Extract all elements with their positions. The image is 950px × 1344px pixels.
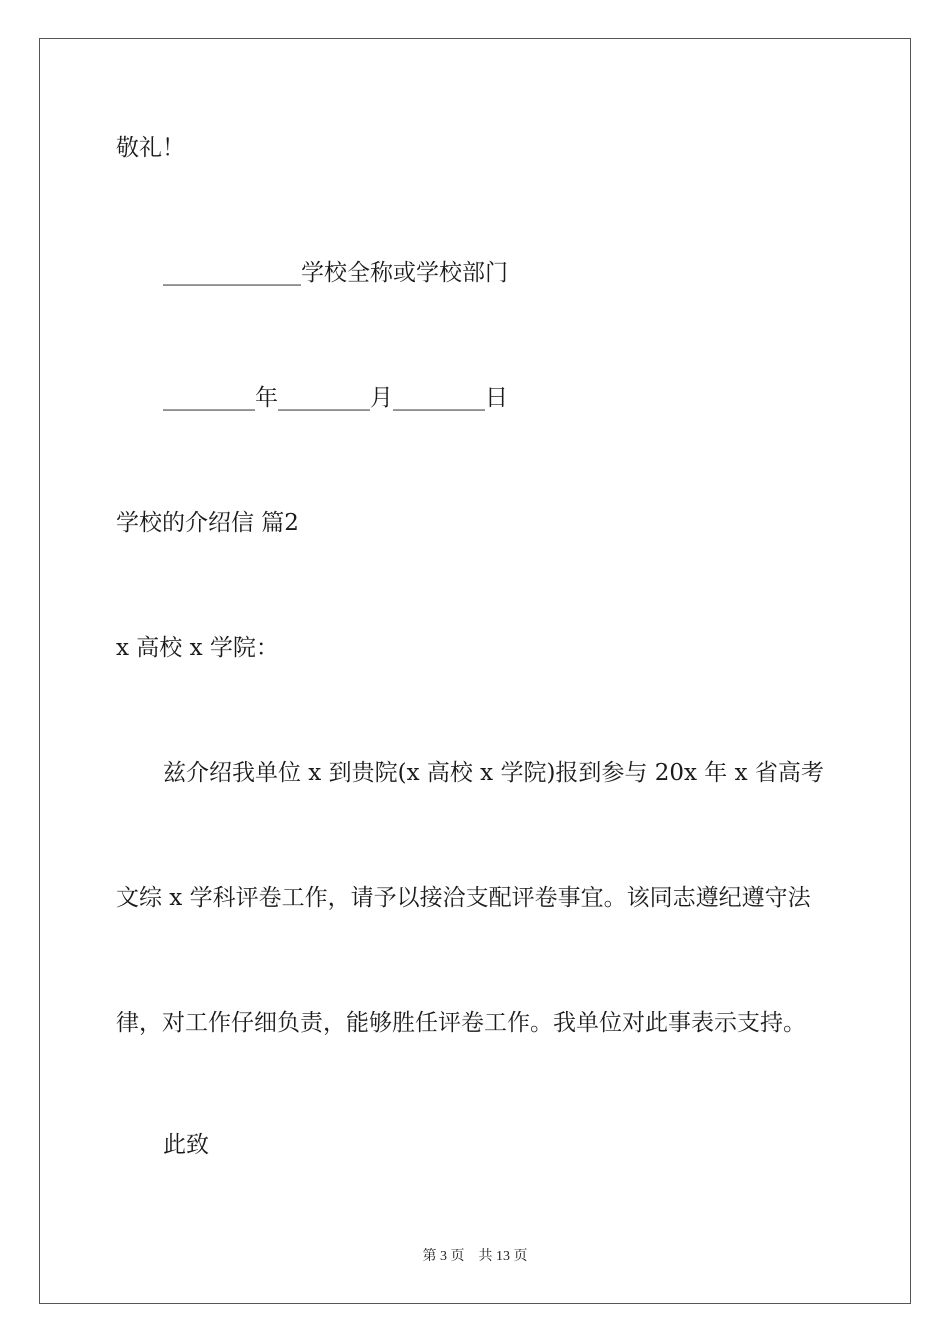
closing-line: 此致 bbox=[163, 1132, 209, 1158]
signature-school-line: ____________学校全称或学校部门 bbox=[163, 260, 508, 286]
recipient-line: x 高校 x 学院： bbox=[116, 635, 279, 661]
page-border bbox=[39, 38, 911, 1304]
page-number-footer: 第 3 页 共 13 页 bbox=[422, 1249, 528, 1264]
closing-salutation: 敬礼！ bbox=[116, 135, 185, 161]
body-paragraph-line-2: 文综 x 学科评卷工作，请予以接洽支配评卷事宜。该同志遵纪遵守法 bbox=[116, 885, 811, 911]
section-heading: 学校的介绍信 篇2 bbox=[116, 510, 299, 536]
body-paragraph-line-3: 律，对工作仔细负责，能够胜任评卷工作。我单位对此事表示支持。 bbox=[116, 1010, 806, 1036]
date-line: ________年________月________日 bbox=[163, 385, 508, 411]
body-paragraph-line-1: 兹介绍我单位 x 到贵院(x 高校 x 学院)报到参与 20x 年 x 省高考 bbox=[163, 760, 824, 786]
